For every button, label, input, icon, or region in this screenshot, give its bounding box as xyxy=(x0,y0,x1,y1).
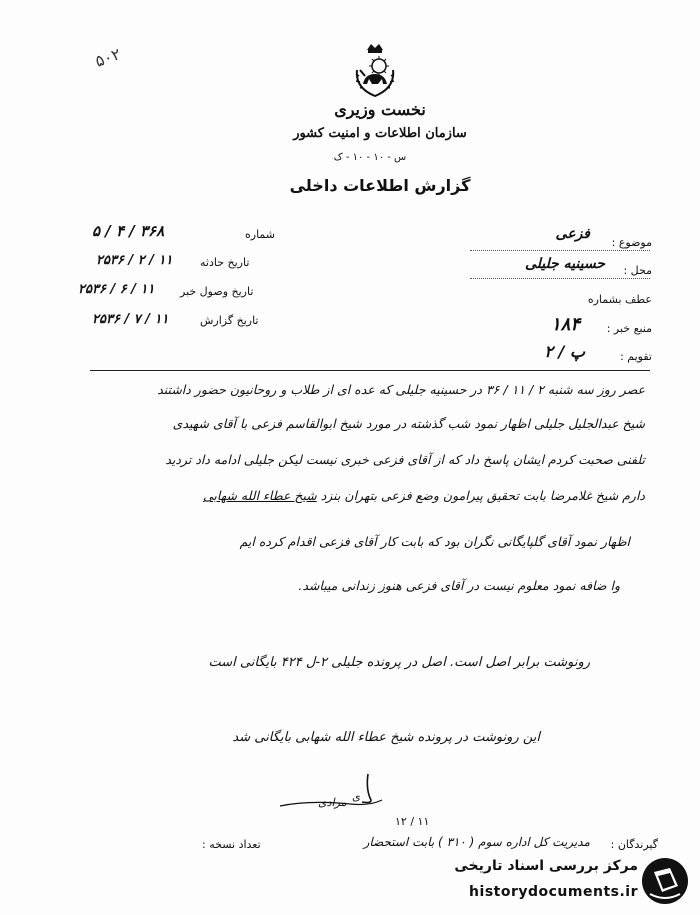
archive-logo-icon xyxy=(640,856,690,906)
source-value: ۱۸۴ xyxy=(550,314,580,335)
followup-label: عطف بشماره xyxy=(587,293,652,306)
recipients-label: گیرندگان : xyxy=(610,838,658,851)
number-value: ۳۶۸ / ۴ / ۵ xyxy=(92,222,165,240)
header-divider xyxy=(90,370,650,371)
signature-date: ۱۱ / ۱۲ xyxy=(395,815,430,828)
signature-initials: ی xyxy=(352,790,361,803)
organization-name: نخست وزیری xyxy=(334,100,426,119)
copy-note-2: این رونوشت در پرونده شیخ عطاء الله شهابی بایگانی شد xyxy=(232,730,540,745)
incident-date-value: ۱۱ / ۲ / ۲۵۳۶ xyxy=(96,253,173,268)
body-line-4 xyxy=(35,488,645,503)
subject-value: فزعی xyxy=(555,226,590,242)
corner-handwritten-mark: ۵۰۲ xyxy=(92,44,124,71)
evaluation-value: پ / ۲ xyxy=(544,342,585,361)
underlined-person-name: شیخ عطاء الله شهابی xyxy=(203,488,317,503)
signatory-name: مرادی xyxy=(318,796,347,809)
received-date-value: ۱۱ / ۶ / ۲۵۳۶ xyxy=(78,282,155,297)
evaluation-label: تقویم : xyxy=(620,350,652,363)
recipients-value: مدیریت کل اداره سوم ( ۳۱۰ ) بابت استحضار xyxy=(363,835,590,849)
number-label: شماره xyxy=(245,228,276,241)
body-line-6: وا ضافه نمود معلوم نیست در آقای فزعی هنوز زندانی میباشد. xyxy=(298,578,620,593)
body-line-2: شیخ عبدالجلیل جلیلی اظهار نمود شب گذشته در مورد شیخ ابوالقاسم فزعی با آقای شهیدی xyxy=(172,416,645,431)
watermark-website: historydocuments.ir xyxy=(469,884,638,900)
subject-dotted-line xyxy=(470,250,650,251)
copy-note-1: رونوشت برابر اصل است. اصل در پرونده جلیلی ۲-ل ۴۲۴ بایگانی است xyxy=(208,655,590,670)
organization-subtitle: سازمان اطلاعات و امنیت کشور xyxy=(293,126,467,141)
copies-label: تعداد نسخه : xyxy=(202,838,261,851)
source-label: منبع خبر : xyxy=(606,322,652,335)
incident-date-label: تاریخ حادثه xyxy=(200,256,250,269)
body-line-1: عصر روز سه شنبه ۲ / ۱۱ / ۳۶ در حسینیه جلیلی که عده ای از طلاب و روحانیون حضور داشتند xyxy=(157,382,645,397)
reference-code: س - ۱۰ - ۱۰ - ک xyxy=(333,152,407,163)
body-line-4-text: دارم شیخ غلامرضا بابت تحقیق پیرامون وضع فزعی بتهران بنزد xyxy=(320,488,645,503)
subject-label: موضوع : xyxy=(611,236,652,249)
lion-and-sun-emblem-icon xyxy=(345,40,405,100)
body-line-3: تلفنی صحبت کردم ایشان پاسخ داد که از آقای فزعی خبری نیست لیکن جلیلی ادامه داد تردید xyxy=(165,452,645,467)
report-title: گزارش اطلاعات داخلی xyxy=(289,176,471,195)
place-value: حسینیه جلیلی xyxy=(524,256,605,272)
place-label: محل : xyxy=(623,264,652,277)
received-date-label: تاریخ وصول خبر xyxy=(180,285,254,298)
report-date-label: تاریخ گزارش xyxy=(200,314,259,327)
watermark-org-name: مرکز بررسی اسناد تاریخی xyxy=(454,858,638,874)
place-dotted-line xyxy=(470,278,650,279)
body-line-5: اظهار نمود آقای گلپایگانی نگران بود که بابت کار آقای فزعی اقدام کرده ایم xyxy=(239,534,630,549)
report-date-value: ۱۱ / ۷ / ۲۵۳۶ xyxy=(92,312,169,327)
